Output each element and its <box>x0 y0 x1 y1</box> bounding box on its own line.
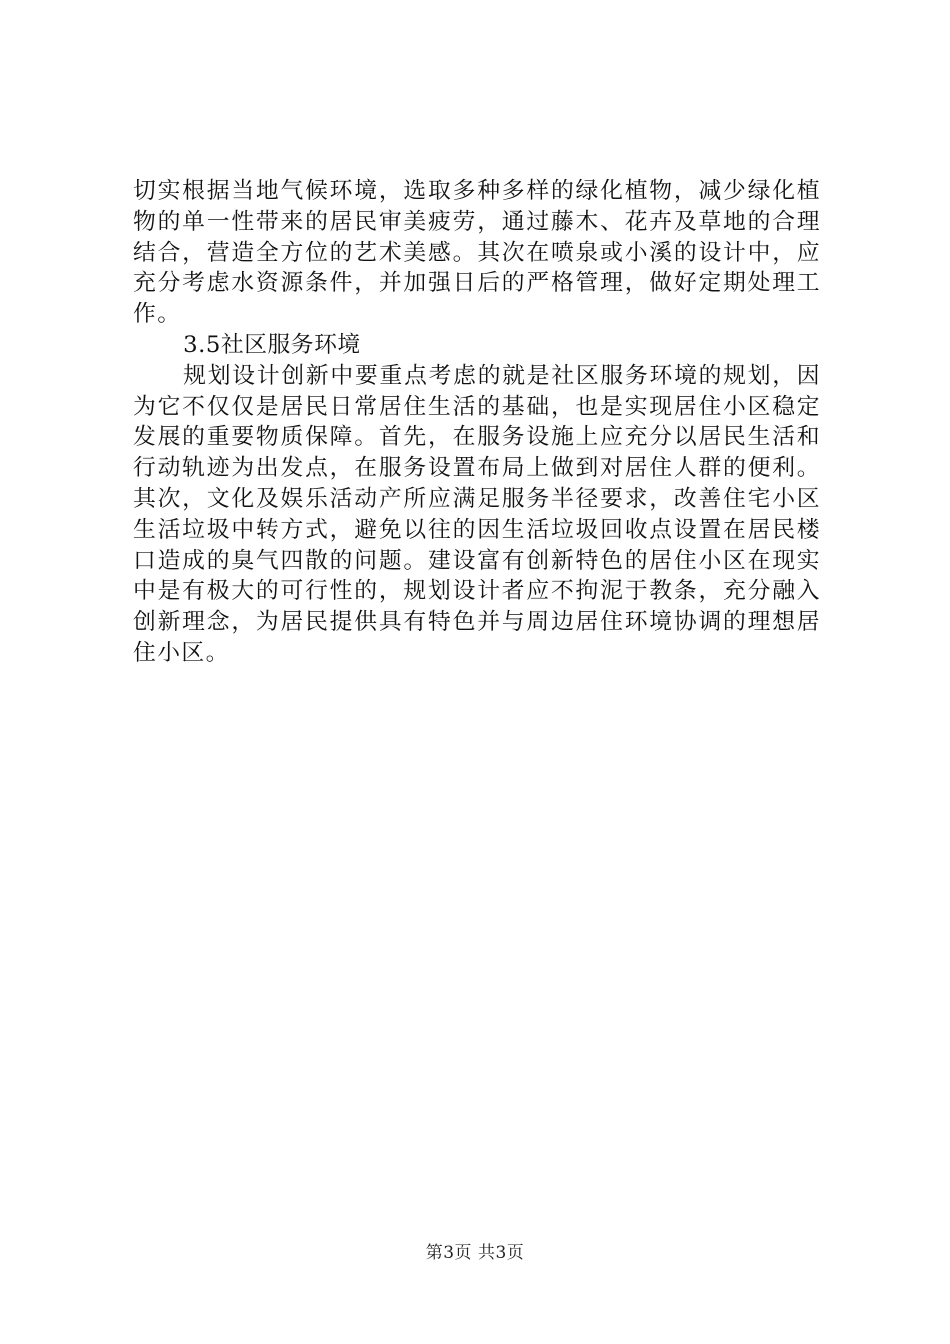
section-heading: 3.5社区服务环境 <box>183 331 361 358</box>
page-footer: 第3页 共3页 <box>425 1243 525 1263</box>
document-body <box>133 176 821 669</box>
paragraph-continued: 切实根据当地气候环境，选取多种多样的绿化植物，减少绿化植物的单一性带来的居民审美疲劳，通过藤木、花卉及草地的合理结合，营造全方位的艺术美感。其次在喷泉或小溪的设计中，应充分考虑水资源条件，并加强日后的严格管理，做好定期处理工作。 <box>133 178 821 328</box>
paragraph-service-environment: 规划设计创新中要重点考虑的就是社区服务环境的规划，因为它不仅仅是居民日常居住生活的基础，也是实现居住小区稳定发展的重要物质保障。首先，在服务设施上应充分以居民生活和行动轨迹为出发点，在服务设置布局上做到对居住人群的便利。其次，文化及娱乐活动产所应满足服务半径要求，改善住宅小区生活垃圾中转方式，避免以往的因生活垃圾回收点设置在居民楼口造成的臭气四散的问题。建设富有创新特色的居住小区在现实中是有极大的可行性的，规划设计者应不拘泥于教条，充分融入创新理念，为居民提供具有特色并与周边居住环境协调的理想居住小区。 <box>133 362 821 666</box>
